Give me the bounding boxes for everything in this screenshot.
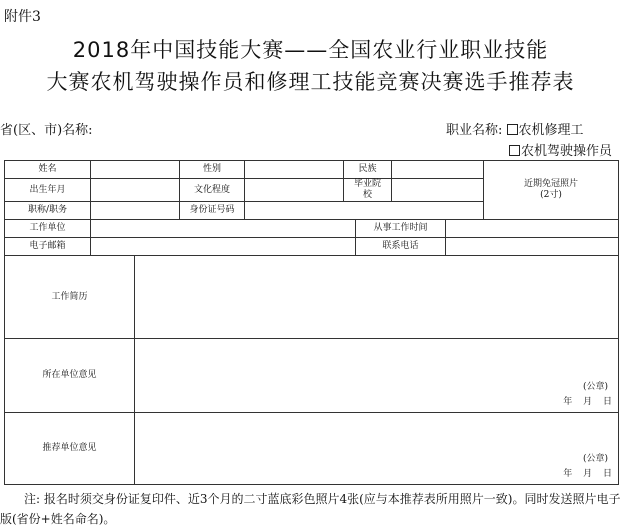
label-education: 文化程度: [180, 179, 245, 202]
attachment-label: 附件3: [4, 9, 41, 25]
job-name-row: [446, 119, 584, 138]
recommend-date-label: 年 月 日: [563, 469, 613, 480]
label-id-number: 身份证号码: [180, 202, 245, 220]
label-phone: 联系电话: [356, 238, 446, 256]
footnote: 注: 报名时须交身份证复印件、近3个月的二寸蓝底彩色照片4张(应与本推荐表所用照片一致)。同时发送照片电子版(省份+姓名命名)。: [0, 492, 621, 526]
field-unit-opinion[interactable]: [135, 339, 619, 413]
job-label: 职业名称:: [446, 123, 503, 138]
field-title-position[interactable]: [91, 202, 180, 220]
label-school-line1: 毕业院: [354, 179, 382, 190]
field-gender[interactable]: [245, 161, 344, 179]
field-workplace[interactable]: [91, 220, 356, 238]
page-title-line2: 大赛农机驾驶操作员和修理工技能竞赛决赛选手推荐表: [46, 70, 575, 94]
label-work-duration: 从事工作时间: [356, 220, 446, 238]
label-unit-opinion: 所在单位意见: [5, 339, 135, 413]
page-title-line1: 2018年中国技能大赛——全国农业行业职业技能: [72, 38, 549, 62]
field-phone[interactable]: [446, 238, 619, 256]
label-birth: 出生年月: [5, 179, 91, 202]
field-resume[interactable]: [135, 256, 619, 339]
province-label: 省(区、市)名称:: [0, 123, 93, 138]
field-email[interactable]: [91, 238, 356, 256]
field-birth[interactable]: [91, 179, 180, 202]
photo-size: (2寸): [540, 190, 562, 200]
job-option-repairer: 农机修理工: [518, 123, 584, 138]
unit-date-label: 年 月 日: [563, 397, 613, 408]
field-id-number[interactable]: [245, 202, 484, 220]
label-recommend-opinion: 推荐单位意见: [5, 413, 135, 485]
label-workplace: 工作单位: [5, 220, 91, 238]
unit-seal-label: (公章): [582, 382, 609, 393]
field-recommend-opinion[interactable]: [135, 413, 619, 485]
job-option2-row: [509, 140, 612, 159]
field-education[interactable]: [245, 179, 344, 202]
checkbox-repairer[interactable]: [507, 124, 518, 135]
field-ethnicity[interactable]: [392, 161, 484, 179]
label-title-position: 职称/职务: [5, 202, 91, 220]
checkbox-operator[interactable]: [509, 145, 520, 156]
label-resume: 工作简历: [5, 256, 135, 339]
label-gender: 性别: [180, 161, 245, 179]
job-option-operator: 农机驾驶操作员: [521, 144, 613, 159]
recommend-seal-label: (公章): [582, 454, 609, 465]
label-ethnicity: 民族: [344, 161, 392, 179]
field-school[interactable]: [392, 179, 484, 202]
field-work-duration[interactable]: [446, 220, 619, 238]
label-email: 电子邮箱: [5, 238, 91, 256]
photo-label: 近期免冠照片: [524, 179, 579, 190]
recommendation-form: [4, 160, 619, 485]
label-school-line2: 校: [363, 190, 373, 200]
label-name: 姓名: [5, 161, 91, 179]
field-name[interactable]: [91, 161, 180, 179]
label-school: [344, 179, 392, 202]
photo-box[interactable]: [484, 161, 619, 220]
